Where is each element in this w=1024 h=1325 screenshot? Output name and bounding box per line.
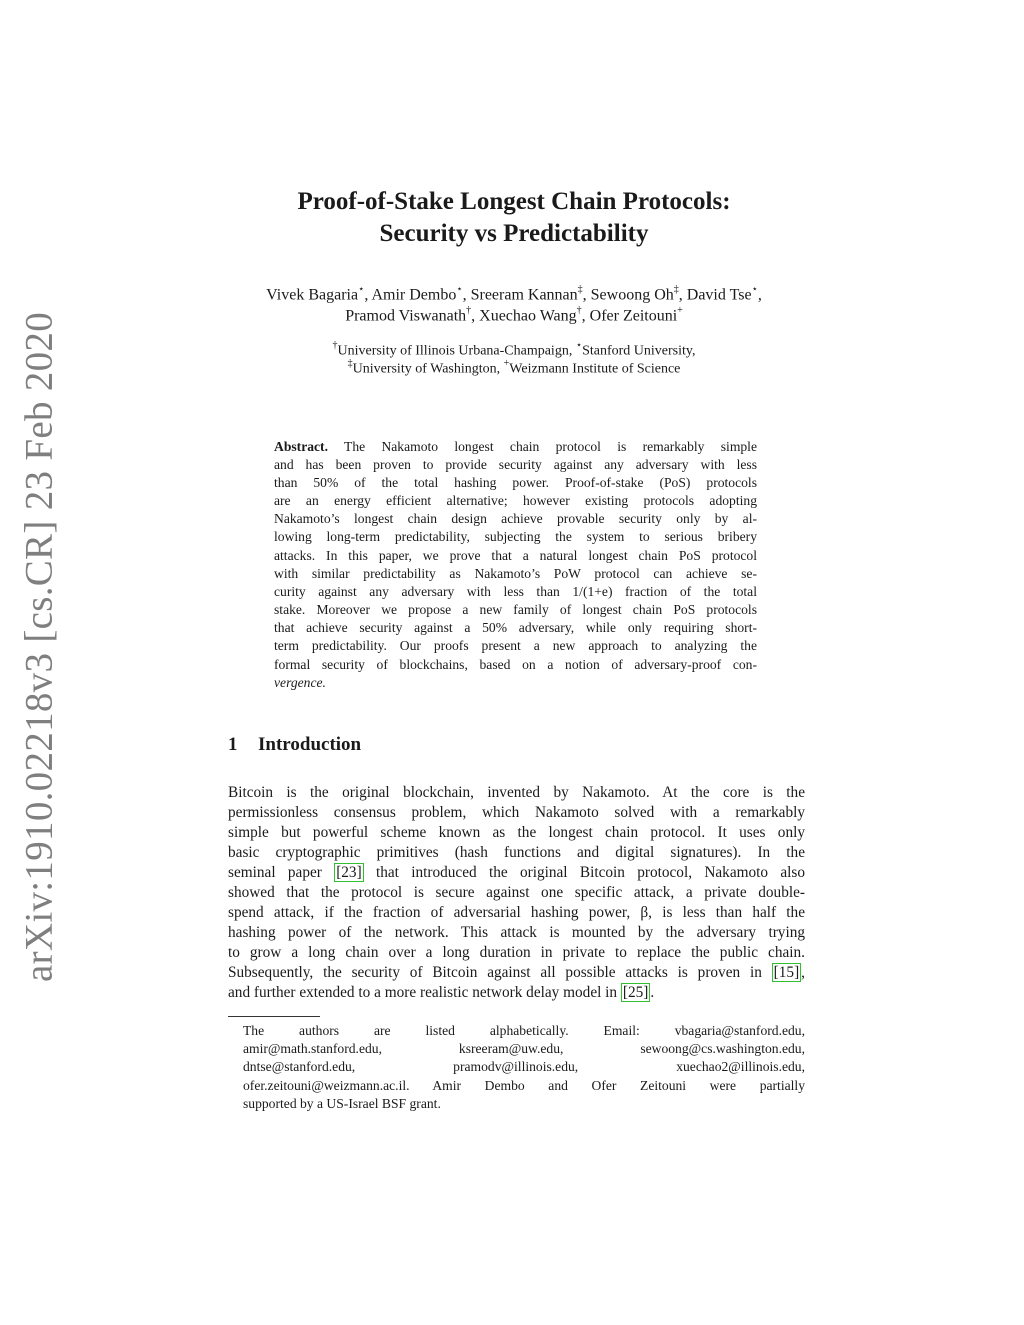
body-line: permissionless consensus problem, which Nakamoto solved with a remarkably <box>228 804 805 821</box>
citation-link[interactable]: [23] <box>336 864 362 881</box>
abstract-line: stake. Moreover we propose a new family of longest chain PoS protocols <box>274 602 757 617</box>
affiliation-name: Stanford University, <box>582 343 696 359</box>
author-name: Sewoong Oh <box>590 286 674 304</box>
affiliation-mark: ‡ <box>347 358 353 369</box>
abstract-line: and has been proven to provide security against any adversary with less <box>274 457 757 472</box>
affiliation-mark: ⋆ <box>358 284 365 295</box>
footnote-line: dntse@stanford.edu, pramodv@illinois.edu, xuechao2@illinois.edu, <box>243 1059 805 1074</box>
affiliation-name: Weizmann Institute of Science <box>509 361 681 377</box>
body-text: that introduced the original Bitcoin protocol, Nakamoto also <box>363 864 806 881</box>
abstract-line: term predictability. Our proofs present a new approach to analyzing the <box>274 638 757 653</box>
body-line <box>228 863 805 883</box>
section-heading <box>228 734 361 756</box>
author-list-line-1: Vivek Bagaria⋆, Amir Dembo⋆, Sreeram Kannan‡, Sewoong Oh‡, David Tse⋆, <box>266 284 762 304</box>
footnote-line: The authors are listed alphabetically. Email: vbagaria@stanford.edu, <box>243 1023 805 1038</box>
body-line: basic cryptographic primitives (hash functions and digital signatures). In the <box>228 844 805 861</box>
section-title: Introduction <box>258 734 362 755</box>
footnote-line: ofer.zeitouni@weizmann.ac.il. Amir Dembo and Ofer Zeitouni were partially <box>243 1078 805 1093</box>
footnote-line: amir@math.stanford.edu, ksreeram@uw.edu, sewoong@cs.washington.edu, <box>243 1041 805 1056</box>
abstract-line: formal security of blockchains, based on a notion of adversary-proof con- <box>274 657 757 672</box>
abstract-line: than 50% of the total hashing power. Proof-of-stake (PoS) protocols <box>274 475 757 490</box>
abstract-line: curity against any adversary with less than 1/(1+e) fraction of the total <box>274 584 757 599</box>
abstract-line: lowing long-term predictability, subjecting the system to serious bribery <box>274 529 757 544</box>
body-line: showed that the protocol is secure against one specific attack, a private double- <box>228 884 805 901</box>
author-name: Sreeram Kannan <box>470 286 578 304</box>
abstract-text: The Nakamoto longest chain protocol is remarkably simple <box>327 439 757 454</box>
author-name: David Tse <box>686 286 752 304</box>
footnote-rule <box>228 1016 320 1017</box>
author-list-line-2: Pramod Viswanath†, Xuechao Wang†, Ofer Zeitouni+ <box>345 305 683 325</box>
body-text: . <box>650 984 655 1001</box>
abstract-line: attacks. In this paper, we prove that a natural longest chain PoS protocol <box>274 548 757 563</box>
author-name: Amir Dembo <box>371 286 457 304</box>
citation-link[interactable]: [15] <box>773 964 800 981</box>
paper-title-line-1: Proof-of-Stake Longest Chain Protocols: <box>297 188 731 215</box>
section-number: 1 <box>228 734 238 755</box>
abstract-label: Abstract. <box>274 439 328 454</box>
author-name: Pramod Viswanath <box>345 307 467 325</box>
abstract-line: with similar predictability as Nakamoto’s PoW protocol can achieve se- <box>274 566 757 581</box>
affiliation-mark: ‡ <box>577 284 583 295</box>
body-line <box>228 963 805 983</box>
footnote-line: supported by a US-Israel BSF grant. <box>243 1096 441 1111</box>
affiliation-mark: † <box>332 340 338 351</box>
body-text: Subsequently, the security of Bitcoin against all possible attacks is proven in <box>228 964 772 981</box>
affiliation-mark: † <box>576 305 582 316</box>
affiliation-mark: + <box>677 305 683 316</box>
body-line: hashing power of the network. This attack is mounted by the adversary trying <box>228 924 805 941</box>
author-name: Ofer Zeitouni <box>589 307 678 325</box>
affiliation-mark: + <box>503 358 510 369</box>
abstract-line <box>274 438 757 456</box>
affiliation-line-1 <box>200 341 828 360</box>
citation-link[interactable]: [25] <box>622 984 649 1001</box>
body-line: to grow a long chain over a long duration in private to replace the public chain. <box>228 944 805 961</box>
affiliation-name: University of Illinois Urbana-Champaign, <box>337 343 576 359</box>
body-line: Bitcoin is the original blockchain, invented by Nakamoto. At the core is the <box>228 784 805 801</box>
affiliation-line-2 <box>200 359 828 378</box>
body-text: , <box>801 964 805 981</box>
body-text: seminal paper <box>228 864 335 881</box>
affiliation-mark: ⋆ <box>456 284 463 295</box>
author-name: Xuechao Wang <box>479 307 577 325</box>
author-name: Vivek Bagaria <box>266 286 359 304</box>
affiliation-mark: ⋆ <box>751 284 758 295</box>
abstract-line: vergence. <box>274 675 326 690</box>
body-line: simple but powerful scheme known as the longest chain protocol. It uses only <box>228 824 805 841</box>
arxiv-id: arXiv:1910.02218v3 [cs.CR] 23 Feb 2020 <box>17 311 61 983</box>
abstract-line: are an energy efficient alternative; however existing protocols adopting <box>274 493 757 508</box>
body-line <box>228 983 805 1003</box>
affiliation-name: University of Washington, <box>352 361 504 377</box>
body-text: and further extended to a more realistic network delay model in <box>228 984 621 1001</box>
affiliation-mark: † <box>466 305 472 316</box>
affiliation-mark: ‡ <box>673 284 679 295</box>
arxiv-stamp <box>15 311 63 983</box>
abstract-line: Nakamoto’s longest chain design achieve provable security only by al- <box>274 511 757 526</box>
body-line: spend attack, if the fraction of adversarial hashing power, β, is less than half the <box>228 904 805 921</box>
abstract-line: that achieve security against a 50% adversary, while only requiring short- <box>274 620 757 635</box>
affiliation-mark: ⋆ <box>575 340 583 351</box>
paper-title-line-2: Security vs Predictability <box>379 220 649 247</box>
